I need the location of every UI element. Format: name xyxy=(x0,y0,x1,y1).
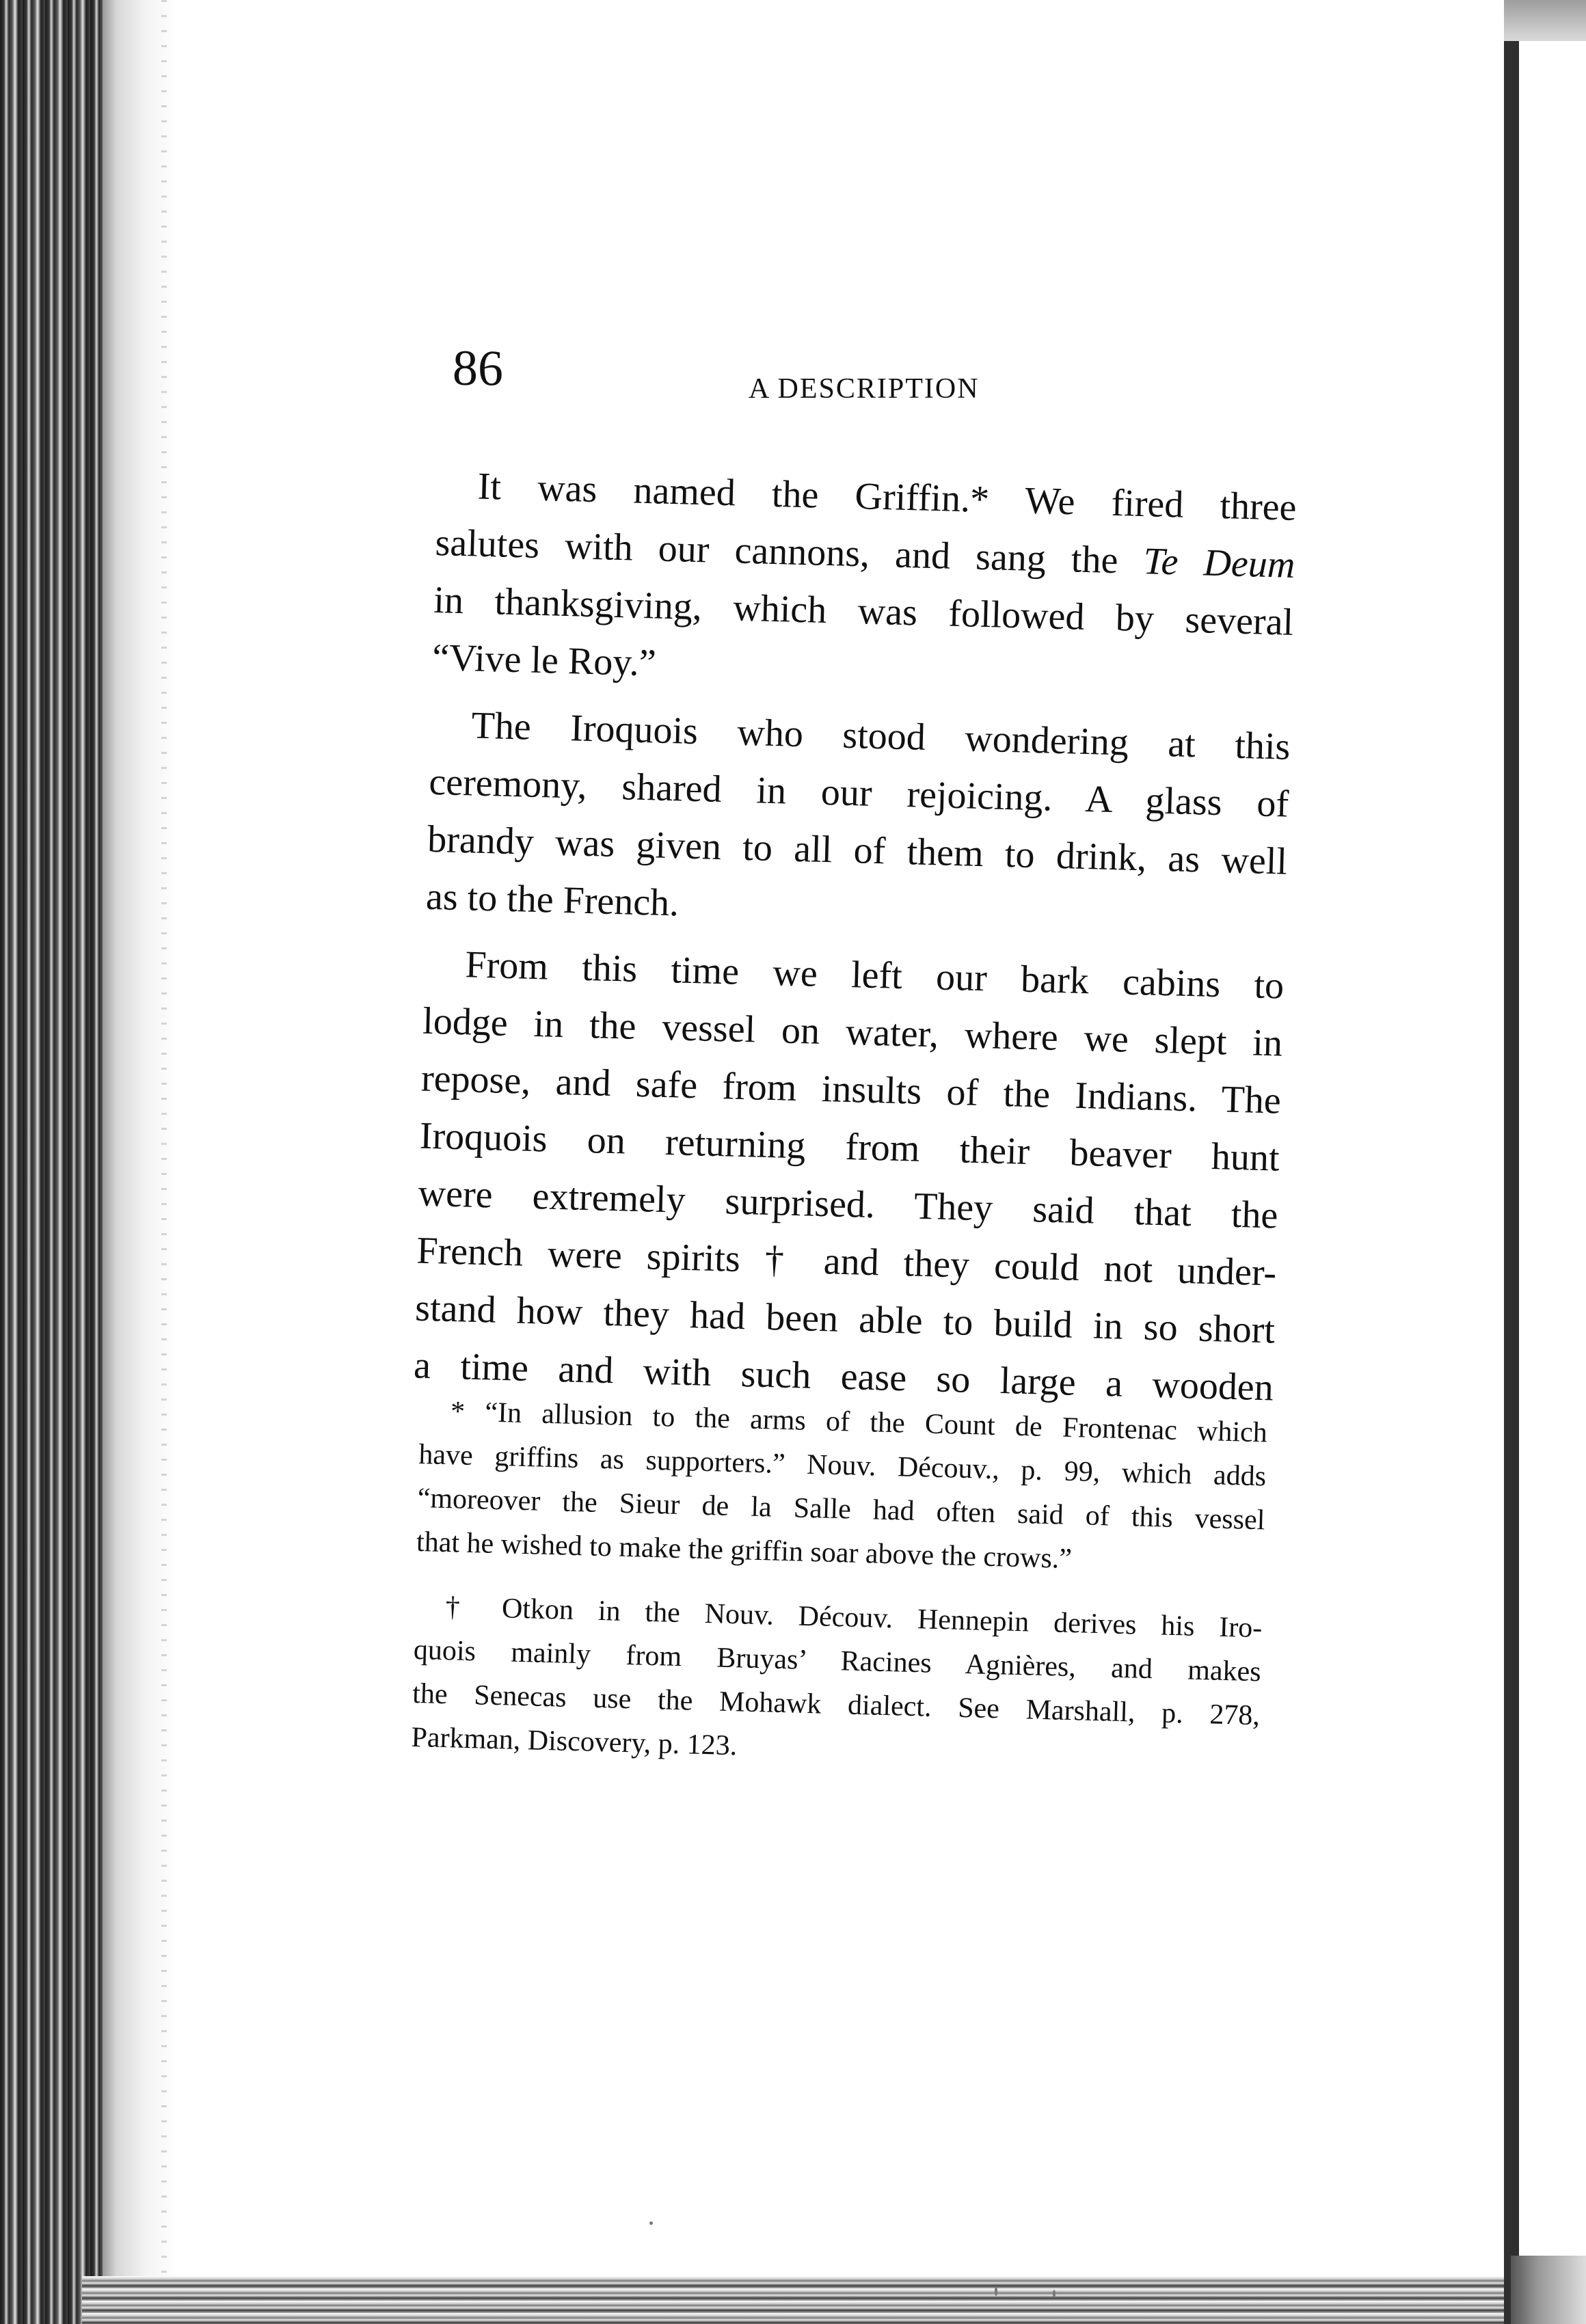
footnote-2 xyxy=(411,1584,1263,1781)
text-line: French were spirits † and they could not under- xyxy=(416,1229,1277,1295)
text-line: The Iroquois who stood wondering at this xyxy=(470,704,1291,768)
footnotes xyxy=(411,1389,1268,1781)
italic-title: Te Deum xyxy=(1142,540,1296,586)
footnote-line: that he wished to make the griffin soar above the crows.” xyxy=(416,1526,1073,1576)
bottom-page-edges xyxy=(82,2276,1504,2324)
footnote-line: † Otkon in the Nouv. Découv. Hennepin derives his Iro- xyxy=(445,1591,1263,1645)
text-line: a time and with such ease so large a wooden xyxy=(413,1344,1274,1409)
footnote-line: the Senecas use the Mohawk dialect. See Marshall, p. 278, xyxy=(412,1677,1261,1732)
footnote-line: quois mainly from Bruyas’ Racines Agnières, and makes xyxy=(413,1634,1262,1688)
text-line: lodge in the vessel on water, where we slept in xyxy=(422,999,1283,1065)
text-line: “Vive le Roy.” xyxy=(431,636,657,685)
running-head: A DESCRIPTION xyxy=(749,373,980,405)
footnote-line: have griffins as supporters.” Nouv. Découv., p. 99, which adds xyxy=(418,1438,1267,1493)
text-line: as to the French. xyxy=(425,875,680,925)
text-line: were extremely surprised. They said that the xyxy=(417,1172,1279,1237)
right-page-edge xyxy=(1504,41,1519,2324)
paragraph-3 xyxy=(413,935,1285,1417)
text-line: Iroquois on returning from their beaver hunt xyxy=(419,1114,1280,1180)
facing-page-corner-shadow xyxy=(1511,2256,1586,2324)
page-number: 86 xyxy=(452,340,504,397)
paragraph-1 xyxy=(431,457,1297,709)
footnote-line: “moreover the Sieur de la Salle had often said of this vessel xyxy=(417,1482,1265,1537)
text-segment: salutes with our cannons, and sang the xyxy=(434,521,1144,583)
paragraph-2 xyxy=(425,696,1291,948)
footnote-line: * “In allusion to the arms of the Count de Frontenac which xyxy=(450,1396,1268,1449)
facing-page xyxy=(1519,41,1586,2324)
right-page-top-shadow xyxy=(1504,0,1586,41)
text-line: It was named the Griffin.* We fired three xyxy=(477,465,1298,529)
binding-perforation xyxy=(161,0,167,2324)
text-line: stand how they had been able to build in so short xyxy=(414,1286,1276,1352)
text-line: ceremony, shared in our rejoicing. A glass of xyxy=(428,760,1289,826)
scan-speck xyxy=(1053,2290,1056,2298)
text-line: brandy was given to all of them to drink, as well xyxy=(427,818,1288,883)
scan-speck xyxy=(995,2286,997,2296)
footnote-line: Parkman, Discovery, p. 123. xyxy=(411,1721,738,1762)
text-line: in thanksgiving, which was followed by several xyxy=(433,578,1294,644)
footnote-1 xyxy=(416,1389,1267,1586)
body-text xyxy=(413,457,1297,1416)
book-binding xyxy=(0,0,103,2324)
text-line: repose, and safe from insults of the Indians. The xyxy=(420,1057,1282,1122)
text-line: From this time we left our bark cabins to xyxy=(464,943,1285,1008)
scan-speck xyxy=(649,2221,653,2225)
